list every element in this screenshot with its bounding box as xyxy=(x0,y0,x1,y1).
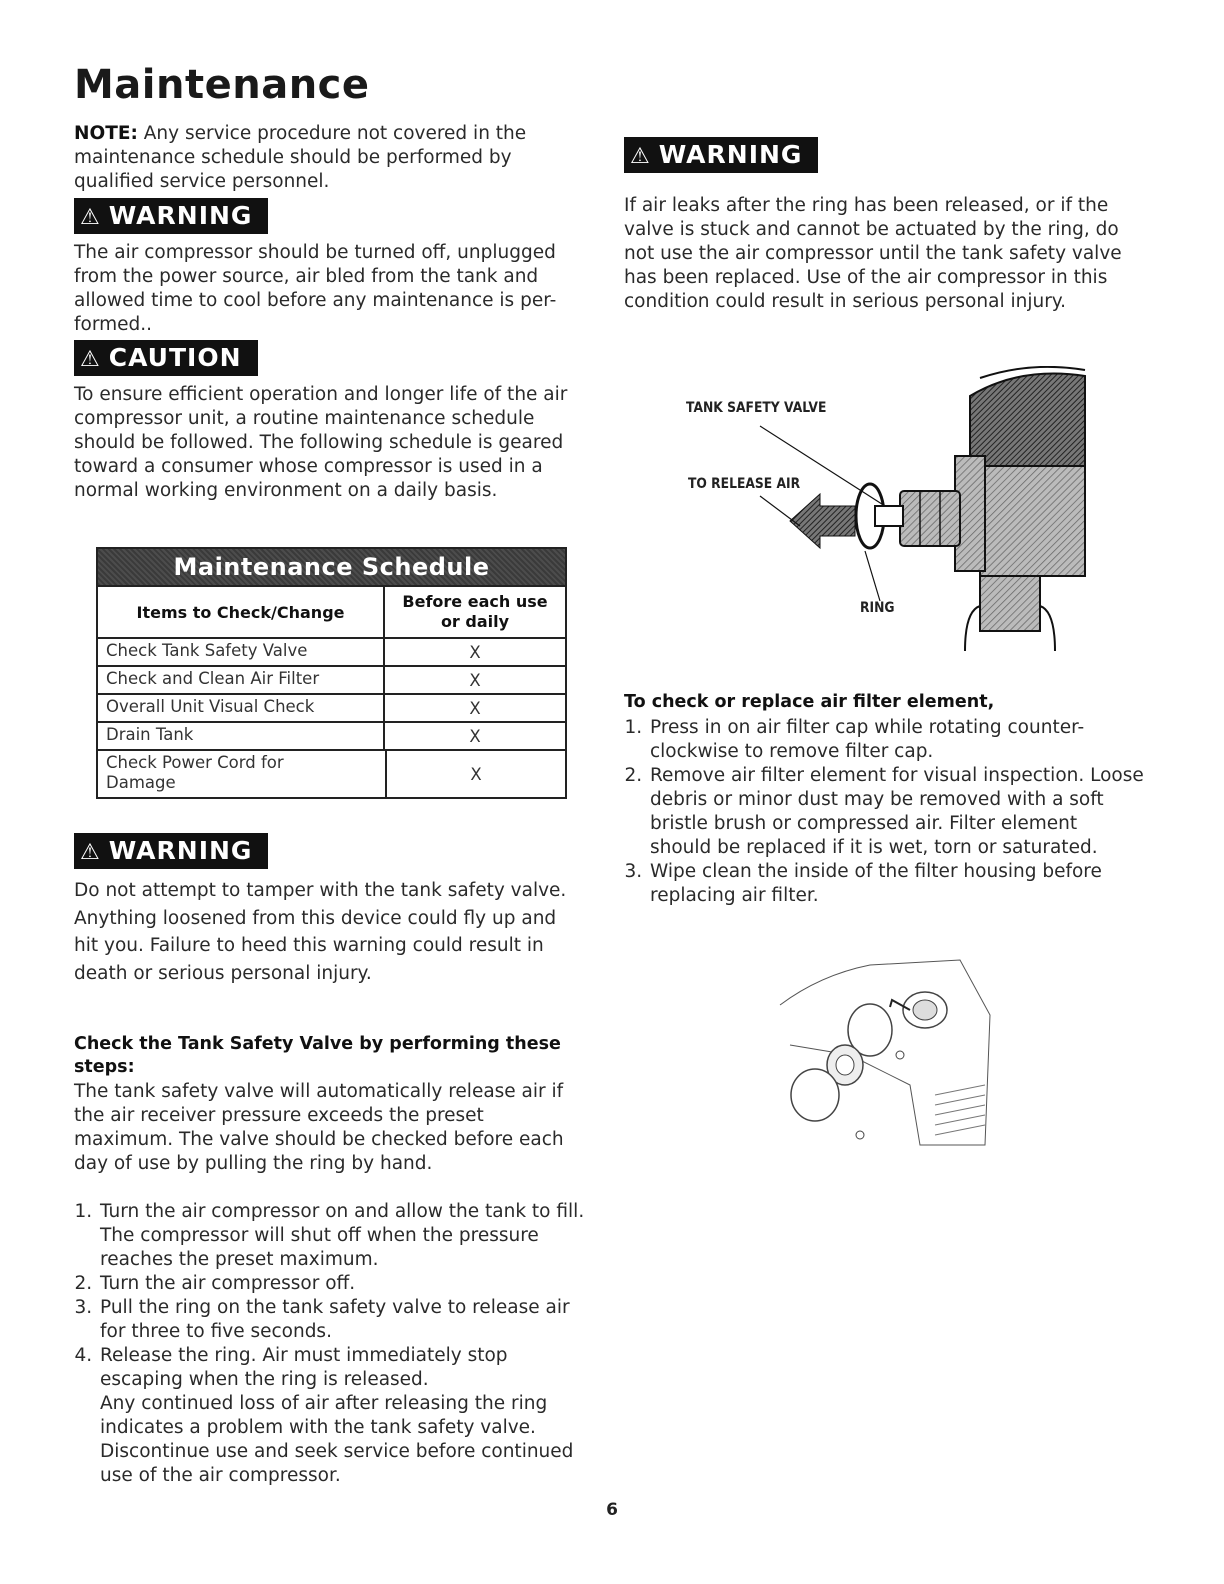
schedule-mark: X xyxy=(469,698,481,718)
warning-badge-2 xyxy=(74,833,268,869)
filter-steps xyxy=(624,716,1144,908)
warning1-text: The air compressor should be turned off, unplugged from the power source, air bled from the tank and allowed time to cool before any maintenance is per-formed.. xyxy=(74,242,557,335)
tank-safety-valve-diagram xyxy=(680,366,1100,656)
list-item: 1. Turn the air compressor on and allow the tank to fill. The compressor will shut off when the pressure reaches the preset maximum. xyxy=(98,1200,586,1272)
schedule-title: Maintenance Schedule xyxy=(98,549,565,585)
schedule-item: Overall Unit Visual Check xyxy=(98,695,385,721)
air-filter-diagram xyxy=(760,955,1000,1150)
warning-badge-1 xyxy=(74,198,268,234)
filter-heading: To check or replace air filter element, xyxy=(624,692,995,712)
schedule-mark: X xyxy=(469,642,481,662)
warning-badge-label: WARNING xyxy=(108,836,253,865)
warning2-text: Do not attempt to tamper with the tank safety valve. Anything loosened from this device could fly up and hit you. Failure to heed this warning could result in death or serious personal injury. xyxy=(74,880,567,984)
schedule-item: Check and Clean Air Filter xyxy=(98,667,385,693)
schedule-mark: X xyxy=(469,670,481,690)
air-filter-illustration xyxy=(760,955,1000,1150)
schedule-item: Drain Tank xyxy=(98,723,385,749)
table-row xyxy=(98,693,565,721)
page-title: Maintenance xyxy=(74,62,370,108)
warning-triangle-icon: ⚠ xyxy=(630,144,651,169)
warning-badge-3 xyxy=(624,137,818,173)
table-row xyxy=(98,637,565,665)
note-paragraph xyxy=(74,122,564,194)
step4-text: Release the ring. Air must immediately stop escaping when the ring is released. xyxy=(100,1345,508,1390)
schedule-mark: X xyxy=(470,764,482,784)
list-item: 1. Press in on air filter cap while rotating counter-clockwise to remove filter cap. xyxy=(648,716,1144,764)
label-to-release-air: TO RELEASE AIR xyxy=(688,476,801,492)
table-row xyxy=(98,665,565,693)
warning3-text: If air leaks after the ring has been released, or if the valve is stuck and cannot be actuated by the ring, do not use the air compressor until the tank safety valve has been replaced. Use of the air compressor in this condition could result in serious personal injury. xyxy=(624,195,1122,312)
warning-triangle-icon: ⚠ xyxy=(80,840,101,865)
note-label: NOTE: xyxy=(74,123,138,144)
note-text: Any service procedure not covered in the maintenance schedule should be performed by qualified service personnel. xyxy=(74,123,527,192)
list-item: 2. Turn the air compressor off. xyxy=(98,1272,586,1296)
schedule-item: Check Tank Safety Valve xyxy=(98,639,385,665)
schedule-item: Check Power Cord for Damage xyxy=(106,753,284,792)
caution-triangle-icon: ⚠ xyxy=(80,347,101,372)
warning-triangle-icon: ⚠ xyxy=(80,205,101,230)
list-item: 3. Wipe clean the inside of the filter housing before replacing air filter. xyxy=(648,860,1144,908)
label-tank-safety-valve: TANK SAFETY VALVE xyxy=(686,400,827,416)
valve-check-intro: The tank safety valve will automatically release air if the air receiver pressure exceeds the preset maximum. The valve should be checked before each day of use by pulling the ring by hand. xyxy=(74,1081,564,1174)
step4-extra: Any continued loss of air after releasing the ring indicates a problem with the tank safety valve. Discontinue use and seek service before continued use of the air compressor. xyxy=(100,1393,574,1486)
table-row xyxy=(98,721,565,749)
schedule-mark: X xyxy=(469,726,481,746)
caution-text: To ensure efficient operation and longer life of the air compressor unit, a routine maintenance schedule should be followed. The following schedule is geared toward a consumer whose compressor is used in a normal working environment on a daily basis. xyxy=(74,384,568,501)
list-item: 2. Remove air filter element for visual inspection. Loose debris or minor dust may be removed with a soft bristle brush or compressed air. Filter element should be replaced if it is wet, torn or saturated. xyxy=(648,764,1144,860)
page-number: 6 xyxy=(606,1500,618,1520)
schedule-col1-header: Items to Check/Change xyxy=(98,587,385,637)
list-item: 3. Pull the ring on the tank safety valve to release air for three to five seconds. xyxy=(98,1296,586,1344)
list-item xyxy=(98,1344,586,1488)
table-row xyxy=(98,749,565,797)
warning-badge-label: WARNING xyxy=(108,201,253,230)
caution-badge-label: CAUTION xyxy=(108,343,242,372)
caution-badge xyxy=(74,340,258,376)
maintenance-schedule-table xyxy=(96,547,567,799)
warning-badge-label: WARNING xyxy=(658,140,803,169)
valve-check-heading: Check the Tank Safety Valve by performing these steps: xyxy=(74,1034,561,1077)
valve-check-steps xyxy=(74,1200,586,1488)
label-ring: RING xyxy=(860,600,895,616)
schedule-col2-header: Before each use or daily xyxy=(402,592,548,631)
